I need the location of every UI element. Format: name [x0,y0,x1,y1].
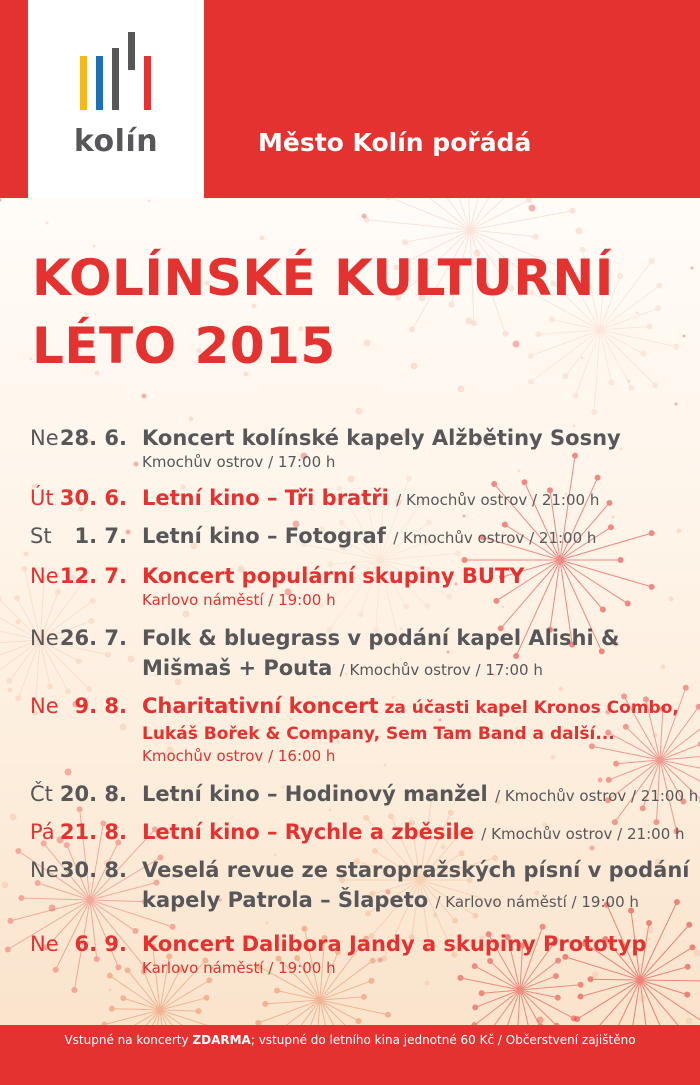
event-row [30,562,525,590]
logo-bar-yellow [80,56,87,110]
logo-bar-red [144,56,151,110]
event-day: Ne [30,932,59,956]
logo-text: kolín [73,124,159,159]
event-title-text: Letní kino – Fotograf [142,524,386,548]
event-date: 30. 8. [59,858,127,882]
event-venue: / Kmochův ostrov / 17:00 h [339,661,543,679]
event-row [30,692,679,722]
event-title: Folk & bluegrass v podání kapel Alishi & [142,626,620,650]
event-title: Koncert kolínské kapely Alžbětiny Sosny [142,426,621,450]
event-title-text: Mišmaš + Pouta [142,656,333,680]
footer-text [0,1033,700,1047]
title-line-2: LÉTO 2015 [32,317,336,375]
event-title-text: Charitativní koncert [142,694,379,718]
event-venue: / Kmochův ostrov / 21:00 h [393,529,597,547]
event-venue: / Kmochův ostrov / 21:00 h [495,787,699,805]
logo [28,0,204,198]
event-title [142,522,596,552]
event-row [30,818,685,848]
footer-text-part: Vstupné na koncerty [64,1033,193,1047]
event-title-text: kapely Patrola – Šlapeto [142,888,429,912]
event-title [142,484,599,514]
event-day: Ne [30,626,59,650]
event-title: Koncert populární skupiny BUTY [142,564,525,588]
header-band [0,0,700,198]
event-row [30,930,646,958]
event-title-text: Letní kino – Tři bratři [142,486,389,510]
event-venue: Kmochův ostrov / 17:00 h [142,453,336,471]
event-title [142,818,685,848]
event-day: Út [30,486,54,510]
event-day: Ne [30,426,59,450]
event-day: Ne [30,694,59,718]
event-day: Čt [30,782,53,806]
event-venue: Kmochův ostrov / 16:00 h [142,747,336,765]
footer-text-part: ; vstupné do letního kina jednotné 60 Kč / Občerstvení zajištěno [250,1033,636,1047]
event-title-continued [142,654,543,684]
event-title-text: Letní kino – Hodinový manžel [142,782,488,806]
event-day: Pá [30,820,55,844]
event-title: Veselá revue ze staropražských písní v podání [142,858,690,882]
event-date: 1. 7. [74,524,127,548]
poster-title [32,244,614,380]
event-day: Ne [30,564,59,588]
logo-bar-blue [96,56,103,110]
event-subtitle: za účasti kapel Kronos Combo, [378,698,679,718]
event-day: Ne [30,858,59,882]
event-row [30,424,621,452]
event-title-continued: Lukáš Bořek & Company, Sem Tam Band a další... [142,724,615,744]
event-date: 12. 7. [59,564,127,588]
event-date: 30. 6. [59,486,127,510]
event-date: 26. 7. [59,626,127,650]
footer-free-entry: ZDARMA [192,1033,251,1047]
logo-bar-gray [112,48,119,110]
event-venue: / Karlovo náměstí / 19:00 h [435,893,639,911]
event-title-text: Letní kino – Rychle a zběsile [142,820,474,844]
event-venue: / Kmochův ostrov / 21:00 h [481,825,685,843]
event-row [30,780,698,810]
event-date: 20. 8. [59,782,127,806]
event-day: St [30,524,52,548]
event-title: Koncert Dalibora Jandy a skupiny Prototyp [142,932,647,956]
organizer-text: Město Kolín pořádá [258,128,532,157]
event-title [142,780,698,810]
event-venue: Karlovo náměstí / 19:00 h [142,591,336,609]
event-row [30,484,599,514]
event-title [142,692,679,722]
event-date: 6. 9. [74,932,127,956]
event-row [30,856,689,884]
event-title-continued [142,886,639,916]
event-date: 28. 6. [59,426,127,450]
event-row [30,624,619,652]
event-row [30,522,596,552]
title-line-1: KOLÍNSKÉ KULTURNÍ [32,249,614,307]
event-venue: Karlovo náměstí / 19:00 h [142,959,336,977]
event-date: 21. 8. [59,820,127,844]
logo-bar-gray-tall [128,32,135,70]
event-date: 9. 8. [74,694,127,718]
event-venue: / Kmochův ostrov / 21:00 h [396,491,600,509]
